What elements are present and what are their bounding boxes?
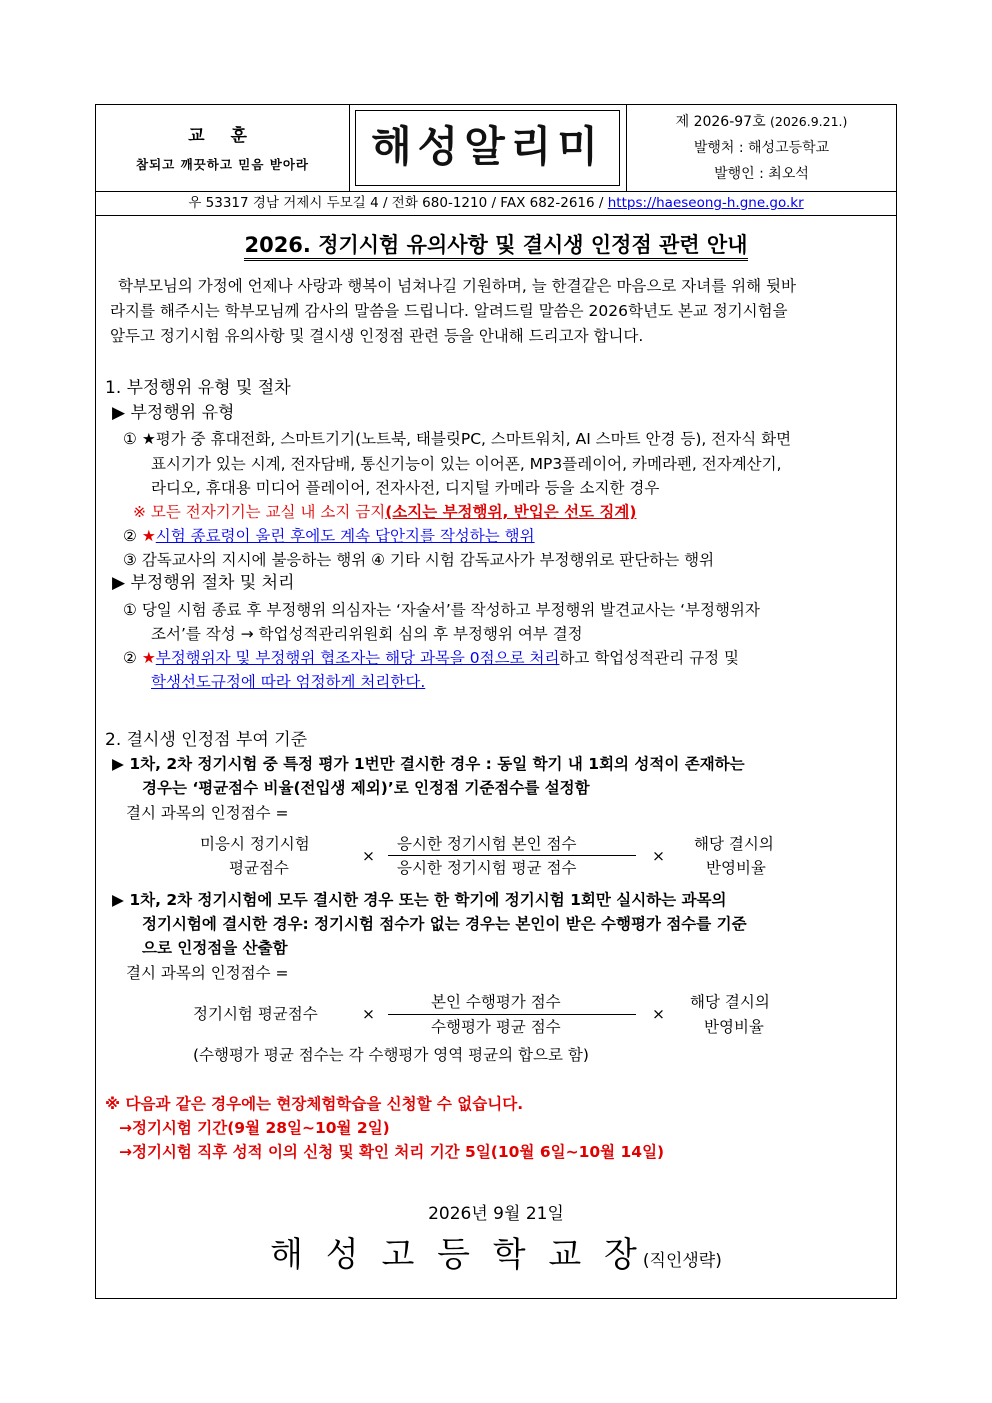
issue-date-footer: 2026년 9월 21일 — [428, 1204, 564, 1224]
motto-text: 참되고 깨끗하고 믿음 받아라 — [136, 157, 309, 172]
times-sign: × — [362, 1005, 375, 1023]
formula2-note: (수행평가 평균 점수는 각 수행평가 영역 평균의 합으로 함) — [193, 1046, 589, 1064]
procedure-item: ① 당일 시험 종료 후 부정행위 의심자는 ‘자술서’를 작성하고 부정행위 발견교사는 ‘부정행위자 — [123, 601, 760, 619]
formula1-left: 평균점수 — [229, 859, 289, 877]
notice-item: →정기시험 직후 성적 이의 신청 및 확인 처리 기간 5일(10월 6일~10월 14일) — [119, 1143, 665, 1161]
school-motto — [96, 105, 350, 191]
cheating-type-item: ② ★시험 종료령이 울린 후에도 계속 답안지를 작성하는 행위 — [123, 527, 535, 545]
cheating-type-item: ① ★평가 중 휴대전화, 스마트기기(노트북, 태블릿PC, 스마트워치, AI 스마트 안경 등), 전자식 화면 — [123, 430, 792, 448]
formula2-right: 해당 결시의 — [690, 993, 770, 1011]
issue-date: (2026.9.21.) — [770, 114, 848, 129]
intro-line: 학부모님의 가정에 언제나 사랑과 행복이 넘쳐나길 기원하며, 늘 한결같은 마음으로 자녀를 위해 뒷바 — [118, 277, 796, 295]
publisher: 발행처 : 해성고등학교 — [693, 140, 830, 156]
fraction-bar — [388, 1014, 636, 1015]
page-title: 2026. 정기시험 유의사항 및 결시생 인정점 관련 안내 — [96, 229, 896, 259]
absence-case: 경우는 ‘평균점수 비율(전입생 제외)’로 인정점 기준점수를 설정함 — [142, 779, 590, 797]
procedure-item: ② ★부정행위자 및 부정행위 협조자는 해당 과목을 0점으로 처리하고 학업성적관리 규정 및 — [123, 649, 739, 667]
absence-case: 정기시험에 결시한 경우: 정기시험 점수가 없는 경우는 본인이 받은 수행평가 점수를 기준 — [142, 915, 747, 933]
address-bar — [96, 191, 896, 216]
formula2-denominator: 수행평가 평균 점수 — [431, 1018, 561, 1036]
times-sign: × — [362, 847, 375, 865]
fraction-bar — [388, 855, 636, 856]
school-website-link[interactable]: https://haeseong-h.gne.go.kr — [607, 195, 804, 211]
principal-title: 해 성 고 등 학 교 장 — [270, 1235, 643, 1275]
intro-line: 라지를 해주시는 학부모님께 감사의 말씀을 드립니다. 알려드릴 말씀은 2026학년도 본교 정기시험을 — [110, 302, 788, 320]
formula1-right: 반영비율 — [706, 859, 766, 877]
cheating-type-item: ③ 감독교사의 지시에 불응하는 행위 ④ 기타 시험 감독교사가 부정행위로 판단하는 행위 — [123, 551, 715, 569]
section2-heading: 2. 결시생 인정점 부여 기준 — [105, 730, 308, 750]
section1-sub-procedure: ▶ 부정행위 절차 및 처리 — [112, 573, 295, 593]
issuer: 발행인 : 최오석 — [714, 166, 809, 182]
procedure-item: 조서’를 작성 → 학업성적관리위원회 심의 후 부정행위 여부 결정 — [151, 625, 583, 643]
absence-case: ▶ 1차, 2차 정기시험에 모두 결시한 경우 또는 한 학기에 정기시험 1회만 실시하는 과목의 — [112, 891, 727, 909]
address-text: 우 53317 경남 거제시 두모길 4 / 전화 680-1210 / FAX 682-2616 / — [188, 195, 604, 211]
notice-item: →정기시험 기간(9월 28일~10월 2일) — [119, 1119, 390, 1137]
formula1-right: 해당 결시의 — [694, 835, 774, 853]
formula-label: 결시 과목의 인정점수 = — [126, 964, 289, 982]
intro-line: 앞두고 정기시험 유의사항 및 결시생 인정점 관련 등을 안내해 드리고자 합니다. — [110, 327, 644, 345]
newsletter-sheet — [95, 104, 897, 1299]
seal-omitted-note: (직인생략) — [642, 1251, 722, 1271]
formula-label: 결시 과목의 인정점수 = — [126, 804, 289, 822]
times-sign: × — [652, 1005, 665, 1023]
motto-title: 교 훈 — [188, 126, 257, 146]
issue-line — [627, 111, 896, 131]
procedure-item: 학생선도규정에 따라 엄정하게 처리한다. — [151, 673, 426, 691]
header — [96, 105, 896, 192]
formula2-right: 반영비율 — [704, 1018, 764, 1036]
issue-number: 제 2026-97호 — [675, 114, 766, 130]
notice-heading: ※ 다음과 같은 경우에는 현장체험학습을 신청할 수 없습니다. — [105, 1095, 524, 1113]
formula2-left: 정기시험 평균점수 — [193, 1005, 318, 1023]
section1-sub-types: ▶ 부정행위 유형 — [112, 403, 235, 423]
formula1-denominator: 응시한 정기시험 평균 점수 — [397, 859, 577, 877]
formula1-left: 미응시 정기시험 — [200, 835, 310, 853]
logo-text: 해성알리미 — [371, 122, 604, 171]
cheating-type-item: 표시기가 있는 시계, 전자담배, 통신기능이 있는 이어폰, MP3플레이어, 카메라펜, 전자계산기, — [151, 455, 782, 473]
section1-heading: 1. 부정행위 유형 및 절차 — [105, 378, 291, 398]
formula2-numerator: 본인 수행평가 점수 — [431, 993, 561, 1011]
publication-info — [627, 105, 896, 191]
formula1-numerator: 응시한 정기시험 본인 점수 — [397, 835, 577, 853]
cheating-type-item: 라디오, 휴대용 미디어 플레이어, 전자사전, 디지털 카메라 등을 소지한 경우 — [151, 479, 660, 497]
signature — [96, 1227, 896, 1276]
electronics-ban-note: ※ 모든 전자기기는 교실 내 소지 금지(소지는 부정행위, 반입은 선도 징계) — [133, 503, 637, 521]
absence-case: 으로 인정점을 산출함 — [142, 939, 288, 957]
absence-case: ▶ 1차, 2차 정기시험 중 특정 평가 1번만 결시한 경우 : 동일 학기 내 1회의 성적이 존재하는 — [112, 755, 745, 773]
newsletter-logo — [349, 105, 627, 191]
times-sign: × — [652, 847, 665, 865]
